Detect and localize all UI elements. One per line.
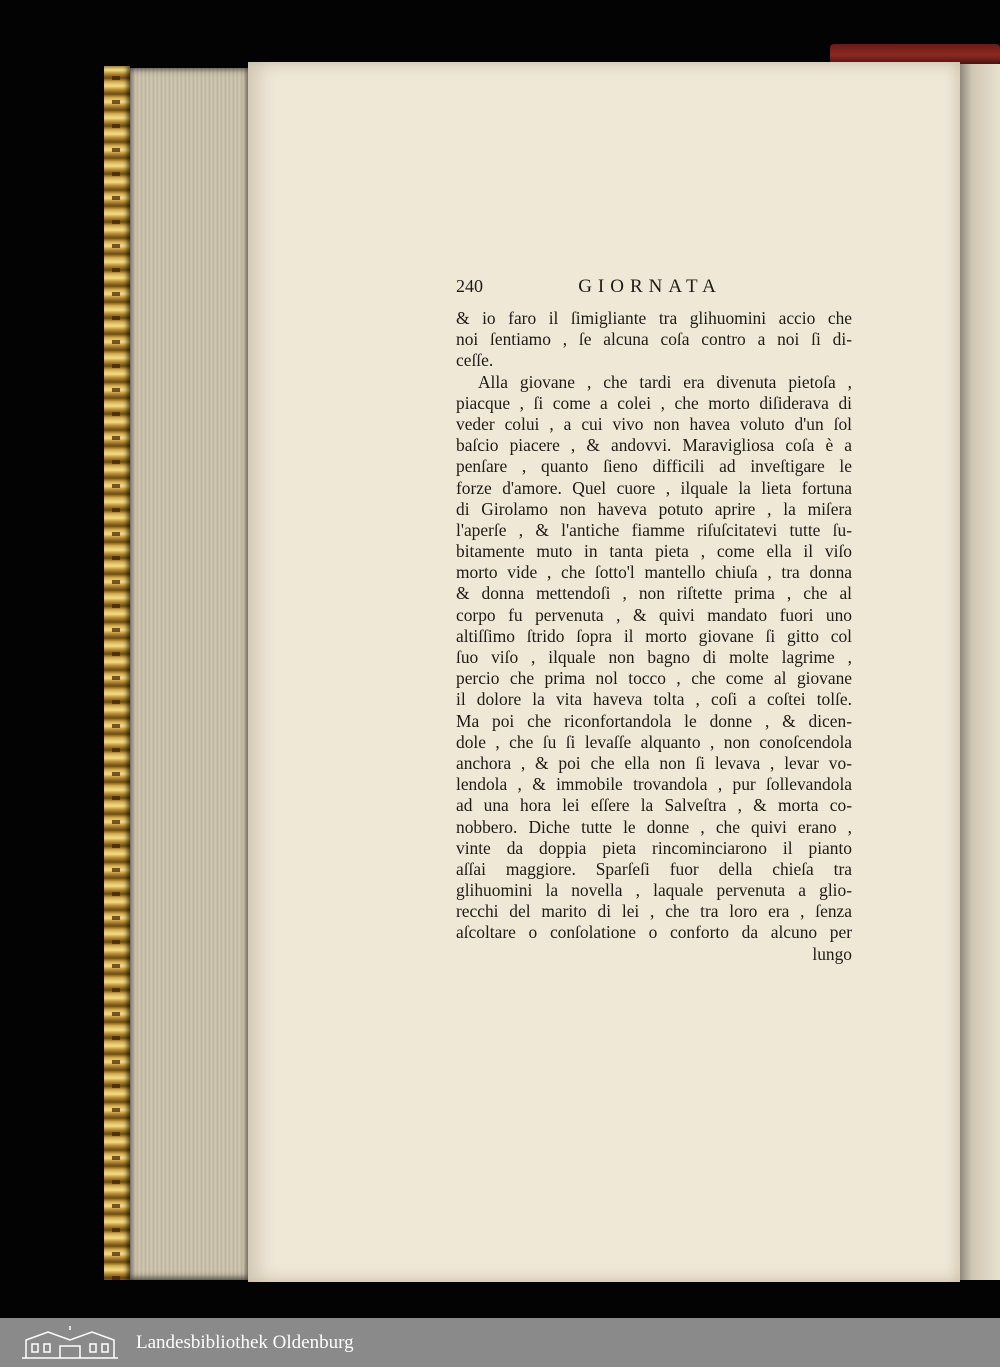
page-number: 240 (456, 276, 483, 296)
page-header (456, 276, 852, 304)
text-line: morto vide , che ſotto'l mantello chiuſa , tra donna (456, 562, 852, 583)
text-line: nobbero. Diche tutte le donne , che quivi erano , (456, 816, 852, 837)
text-line: glihuomini la novella , laquale pervenuta a glio- (456, 880, 852, 901)
text-line: & io faro il ſimigliante tra glihuomini accio che (456, 308, 852, 328)
text-line: bitamente muto in tanta pieta , come ella il viſo (456, 541, 852, 562)
library-name: Landesbibliothek Oldenburg (136, 1331, 354, 1353)
text-line: percio che prima nol tocco , che come al giovane (456, 668, 852, 689)
footer-bar (0, 1318, 1000, 1367)
text-line: Alla giovane , che tardi era divenuta pietoſa , (478, 371, 852, 392)
text-line: noi ſentiamo , ſe alcuna coſa contro a noi ſi di- (456, 329, 852, 350)
text-line: vinte da doppia pieta rincominciarono il pianto (456, 837, 852, 858)
text-block (456, 276, 852, 965)
text-line: ſuo viſo , ilquale non bagno di molte lagrime , (456, 647, 852, 667)
text-line: & donna mettendoſi , non riſtette prima , che al (456, 583, 852, 604)
running-head: GIORNATA (578, 276, 722, 297)
text-line: recchi del marito di lei , che tra loro era , ſenza (456, 901, 852, 922)
text-line: Ma poi che riconfortandola le donne , & dicen- (456, 710, 852, 731)
page-edges (130, 68, 248, 1280)
text-line: aſcoltare o conſolatione o conforto da alcuno per (456, 922, 852, 943)
text-line: di Girolamo non haveva potuto aprire , la miſera (456, 498, 852, 519)
text-line: veder colui , a cui vivo non havea voluto d'un ſol (456, 413, 852, 434)
book-page (248, 62, 960, 1282)
catchword: lungo (812, 943, 852, 964)
gilt-spine (104, 66, 130, 1280)
text-line: l'aperſe , & l'antiche fiamme riſuſcitatevi tutte ſu- (456, 519, 852, 540)
text-line: piacque , ſi come a colei , che morto diſiderava di (456, 392, 852, 413)
text-line: corpo fu pervenuta , & quivi mandato fuori uno (456, 604, 852, 625)
library-building-logo (18, 1324, 122, 1362)
text-line: dole , che ſu ſi levaſſe alquanto , non conoſcendola (456, 731, 852, 752)
text-line: lendola , & immobile trovandola , pur ſollevandola (456, 774, 852, 795)
text-line: baſcio piacere , & andovvi. Maravigliosa coſa è a (456, 435, 852, 456)
text-line: penſare , quanto ſieno difficili ad inveſtigare le (456, 456, 852, 477)
text-line: aſſai maggiore. Sparſeſi fuor della chieſa tra (456, 858, 852, 879)
text-line: ad una hora lei eſſere la Salveſtra , & morta co- (456, 795, 852, 816)
text-line: altiſſimo ſtrido ſopra il morto giovane ſi gitto col (456, 625, 852, 646)
facing-page-edge (960, 64, 1000, 1280)
text-line: il dolore la vita haveva tolta , coſi a coſtei tolſe. (456, 689, 852, 710)
text-line: ceſſe. (456, 350, 494, 371)
text-line: forze d'amore. Quel cuore , ilquale la lieta fortuna (456, 477, 852, 498)
text-line: anchora , & poi che ella non ſi levava , levar vo- (456, 752, 852, 773)
